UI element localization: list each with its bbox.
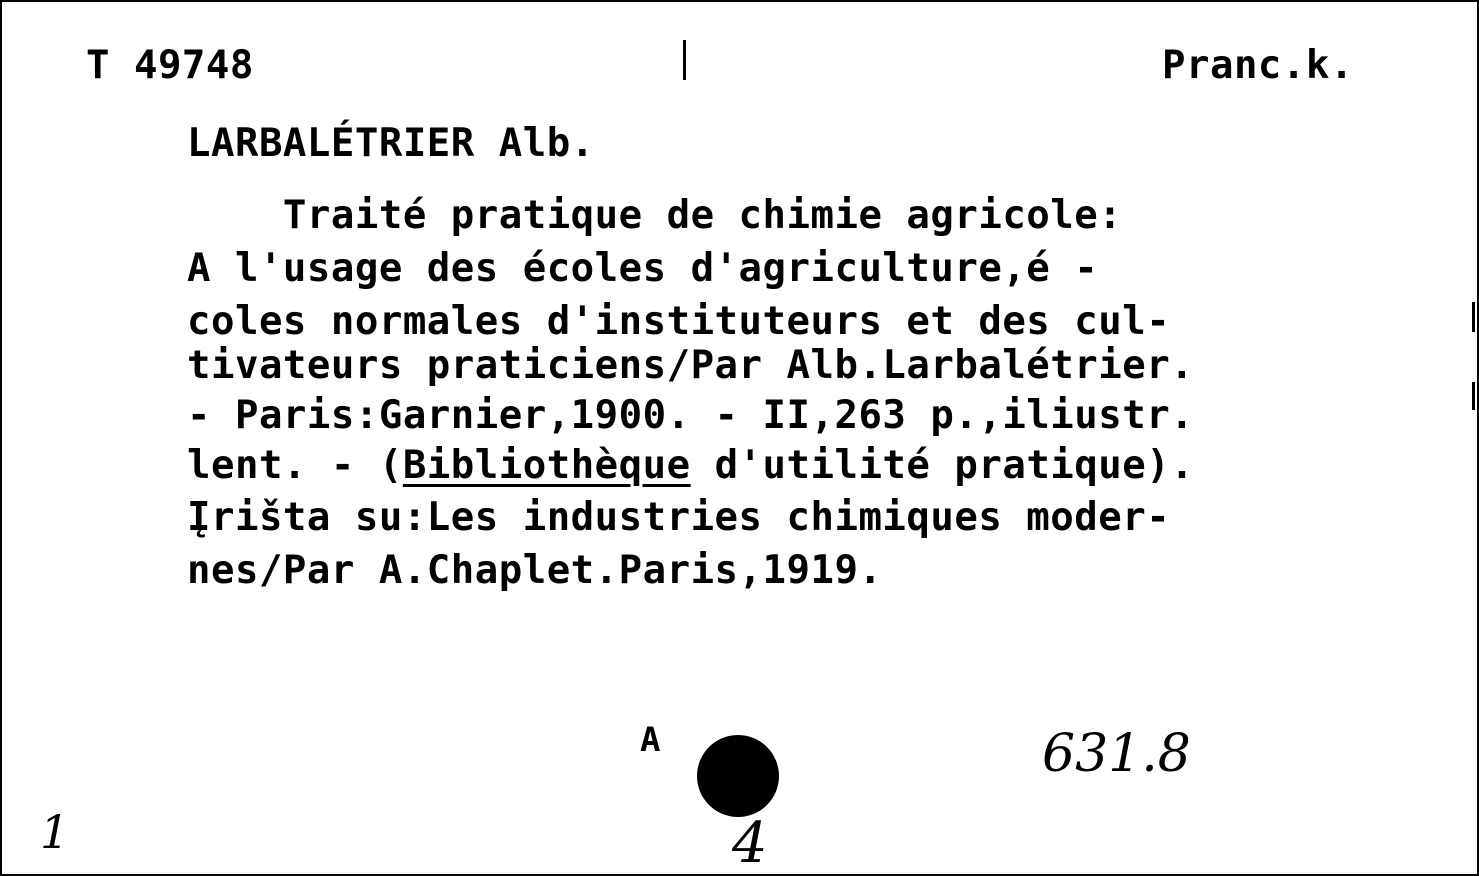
- description-line: lent. - (: [187, 443, 403, 488]
- description-line: tivateurs praticiens/Par Alb.Larbalétrier.: [187, 343, 1195, 388]
- series-rest: d'utilité pratique).: [690, 443, 1195, 488]
- description-line: Traité pratique de chimie agricole:: [187, 193, 1123, 238]
- scan-artifact: [683, 40, 686, 80]
- description-line: - Paris:Garnier,1900. - II,263 p.,iliustr.: [187, 393, 1195, 438]
- scan-artifact: [1472, 302, 1475, 332]
- location-letter: A: [640, 720, 661, 760]
- corner-mark: 1: [40, 805, 70, 859]
- bound-with-line: Įrišta su:Les industries chimiques moder-: [187, 495, 1171, 540]
- location-dot: [697, 735, 779, 817]
- description-line: A l'usage des écoles d'agriculture,é -: [187, 246, 1099, 291]
- language-code: Pranc.k.: [1162, 43, 1354, 88]
- description-line: coles normales d'instituteurs et des cul-: [187, 299, 1171, 344]
- bound-with-line: nes/Par A.Chaplet.Paris,1919.: [187, 548, 883, 593]
- shelf-mark: T 49748: [86, 43, 254, 88]
- classification-number: 631.8: [1042, 724, 1191, 784]
- author-heading: LARBALÉTRIER Alb.: [187, 121, 595, 166]
- copy-number: 4: [732, 811, 768, 876]
- scan-artifact: [1472, 382, 1475, 410]
- series-line: [187, 442, 1194, 490]
- series-title: Bibliothèque: [402, 443, 691, 488]
